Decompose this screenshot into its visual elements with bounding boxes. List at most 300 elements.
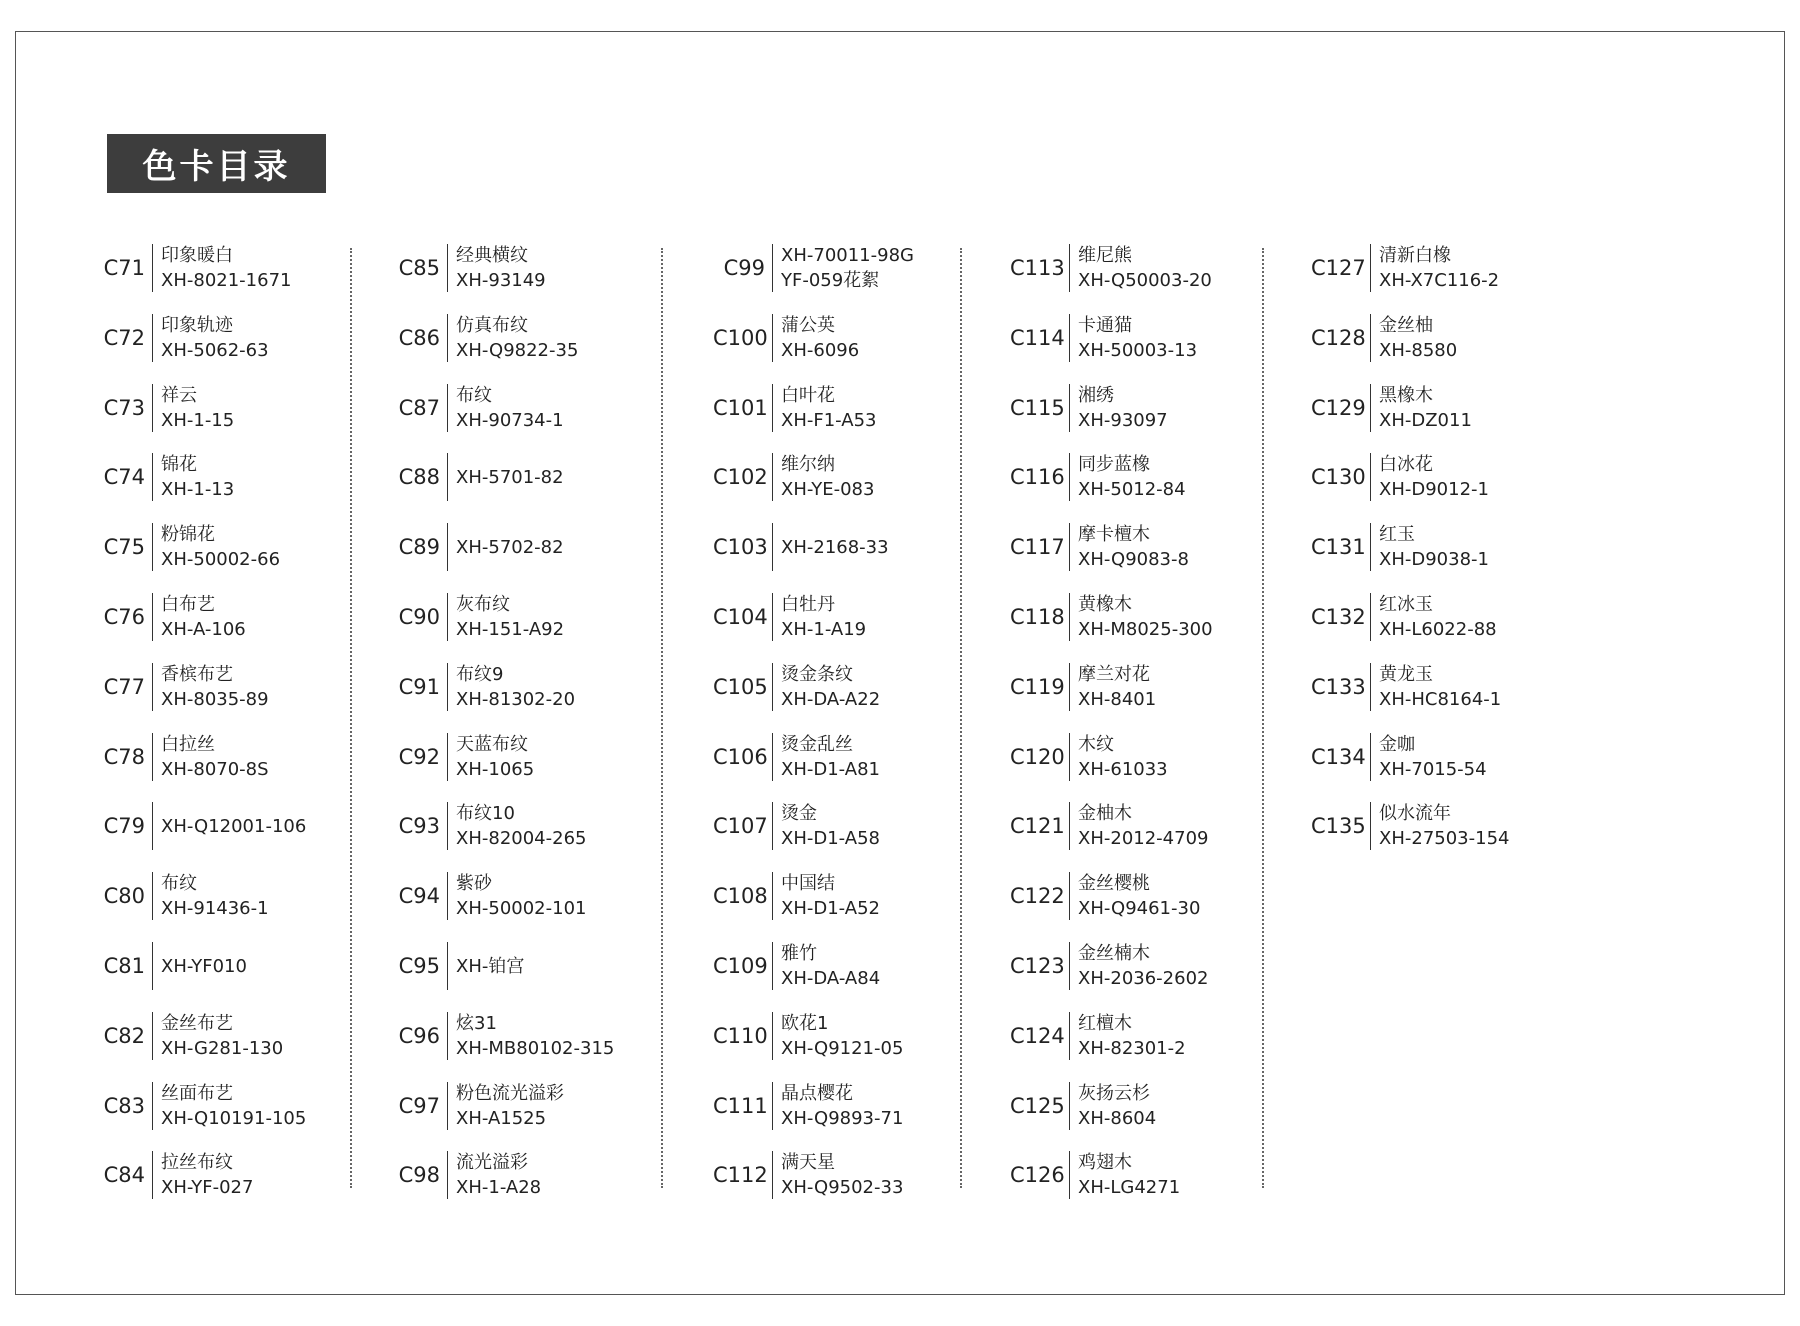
entry-info xyxy=(161,383,234,433)
entry-separator xyxy=(447,593,448,641)
entry-separator xyxy=(772,733,773,781)
catalog-entry xyxy=(101,378,234,438)
entry-model: XH-8580 xyxy=(1379,339,1458,361)
entry-info xyxy=(161,592,246,642)
entry-code: C103 xyxy=(713,535,768,560)
entry-model: XH-MB80102-315 xyxy=(456,1037,615,1059)
catalog-entry xyxy=(396,1145,541,1205)
entry-separator xyxy=(772,1012,773,1060)
entry-name: 满天星 xyxy=(781,1152,835,1174)
entry-model: XH-Q9822-35 xyxy=(456,339,579,361)
entry-separator xyxy=(1370,802,1371,850)
entry-separator xyxy=(772,942,773,990)
catalog-entry xyxy=(396,657,575,717)
column-divider xyxy=(960,248,962,1188)
entry-code: C106 xyxy=(713,744,768,769)
catalog-entry xyxy=(713,1145,903,1205)
entry-separator xyxy=(447,733,448,781)
entry-model: XH-F1-A53 xyxy=(781,409,877,431)
column-divider xyxy=(1262,248,1264,1188)
catalog-entry xyxy=(713,238,914,298)
entry-info xyxy=(161,522,280,572)
entry-separator xyxy=(447,453,448,501)
entry-info xyxy=(456,1011,614,1061)
entry-separator xyxy=(152,453,153,501)
catalog-entry xyxy=(101,308,269,368)
entry-info xyxy=(781,313,859,363)
entry-info xyxy=(1078,801,1208,851)
entry-model: XH-LG4271 xyxy=(1078,1177,1181,1199)
entry-separator xyxy=(152,384,153,432)
entry-code: C129 xyxy=(1311,395,1366,420)
entry-name: 金咖 xyxy=(1379,733,1415,755)
entry-name: 似水流年 xyxy=(1379,803,1451,825)
entry-info xyxy=(1078,941,1208,991)
entry-code: C98 xyxy=(398,1163,440,1188)
entry-model: XH-YE-083 xyxy=(781,479,875,501)
entry-model: XH-2168-33 xyxy=(781,536,889,558)
entry-info xyxy=(161,954,247,979)
entry-name: 布纹 xyxy=(456,384,492,406)
entry-model: XH-M8025-300 xyxy=(1078,619,1213,640)
entry-code: C88 xyxy=(398,465,440,490)
entry-name: 维尼熊 xyxy=(1078,245,1132,266)
entry-code: C100 xyxy=(713,325,768,350)
entry-name: 摩卡檀木 xyxy=(1078,524,1150,546)
entry-model: XH-1-13 xyxy=(161,479,235,501)
entry-separator xyxy=(772,384,773,432)
catalog-entry xyxy=(713,447,874,507)
entry-info xyxy=(781,1081,903,1131)
entry-name: 印象暖白 xyxy=(161,245,233,266)
entry-code: C105 xyxy=(713,674,768,699)
entry-code: C131 xyxy=(1311,535,1366,560)
catalog-entry xyxy=(1311,517,1489,577)
entry-model: XH-YF010 xyxy=(161,955,247,977)
entry-separator xyxy=(1370,314,1371,362)
entry-name: 炫31 xyxy=(456,1012,497,1034)
entry-name: 锦花 xyxy=(161,454,197,476)
entry-info xyxy=(456,243,546,293)
entry-name: 香槟布艺 xyxy=(161,663,233,685)
catalog-entry xyxy=(396,727,534,787)
catalog-entry xyxy=(396,866,586,926)
catalog-entry xyxy=(101,866,269,926)
catalog-entry xyxy=(1311,657,1501,717)
entry-code: C104 xyxy=(713,605,768,629)
catalog-entry xyxy=(1010,796,1208,856)
entry-info xyxy=(456,592,564,642)
entry-model: XH-A-106 xyxy=(161,619,246,640)
catalog-entry xyxy=(396,447,564,507)
catalog-entry xyxy=(1010,727,1168,787)
entry-model: XH-X7C116-2 xyxy=(1379,270,1500,291)
entry-separator xyxy=(772,523,773,571)
catalog-entry xyxy=(396,936,524,996)
entry-code: C135 xyxy=(1311,814,1366,839)
catalog-entry xyxy=(1311,378,1472,438)
entry-code: C96 xyxy=(398,1023,440,1048)
entry-name: 经典横纹 xyxy=(456,245,528,266)
entry-model: XH-8070-8S xyxy=(161,758,269,780)
entry-code: C85 xyxy=(398,256,440,280)
entry-code: C79 xyxy=(103,814,145,839)
catalog-entry xyxy=(713,587,866,647)
entry-code: C124 xyxy=(1010,1023,1065,1048)
entry-separator xyxy=(447,1151,448,1199)
entry-code: C109 xyxy=(713,954,768,978)
entry-name: 雅竹 xyxy=(781,943,817,964)
entry-model: XH-90734-1 xyxy=(456,409,564,431)
entry-info xyxy=(1379,592,1497,642)
entry-model: XH-8604 xyxy=(1078,1107,1157,1129)
entry-separator xyxy=(152,663,153,711)
entry-code: C94 xyxy=(398,884,440,909)
entry-model: XH-DA-A84 xyxy=(781,968,881,989)
entry-info xyxy=(161,732,269,782)
entry-code: C107 xyxy=(713,814,768,839)
entry-name: 维尔纳 xyxy=(781,454,835,476)
entry-code: C102 xyxy=(713,465,768,490)
entry-separator xyxy=(1370,453,1371,501)
catalog-entry xyxy=(396,1076,564,1136)
entry-name: 拉丝布纹 xyxy=(161,1152,233,1174)
catalog-entry xyxy=(713,727,880,787)
entry-code: C90 xyxy=(398,605,440,629)
entry-name: 布纹 xyxy=(161,873,197,895)
entry-model: XH-5701-82 xyxy=(456,466,564,488)
catalog-entry xyxy=(101,727,269,787)
entry-code: C134 xyxy=(1311,744,1366,769)
entry-info xyxy=(1078,1081,1156,1131)
entry-separator xyxy=(152,1151,153,1199)
catalog-entry xyxy=(101,936,247,996)
entry-code: C121 xyxy=(1010,814,1065,839)
entry-name: 烫金条纹 xyxy=(781,663,853,685)
entry-info xyxy=(161,313,269,363)
entry-info xyxy=(1078,871,1200,921)
entry-name: 粉色流光溢彩 xyxy=(456,1082,564,1104)
entry-model: XH-DA-A22 xyxy=(781,688,881,710)
entry-info xyxy=(1078,1150,1180,1200)
entry-info xyxy=(781,871,880,921)
entry-code: C73 xyxy=(103,395,145,420)
entry-info xyxy=(1078,383,1168,433)
entry-model: XH-82301-2 xyxy=(1078,1037,1186,1059)
entry-code: C97 xyxy=(398,1093,440,1118)
entry-info xyxy=(1078,592,1213,642)
entry-name: 金丝柚 xyxy=(1379,314,1433,336)
catalog-entry xyxy=(1010,308,1197,368)
entry-code: C75 xyxy=(103,535,145,560)
entry-name: 白叶花 xyxy=(781,384,835,406)
catalog-entry xyxy=(713,936,880,996)
entry-name: 布纹10 xyxy=(456,803,515,825)
entry-info xyxy=(456,465,564,490)
entry-separator xyxy=(1069,942,1070,990)
entry-separator xyxy=(772,802,773,850)
entry-separator xyxy=(152,244,153,292)
entry-model: XH-DZ011 xyxy=(1379,409,1472,431)
entry-model: XH-5062-63 xyxy=(161,339,269,361)
entry-separator xyxy=(1069,733,1070,781)
catalog-entry xyxy=(1311,587,1497,647)
entry-info xyxy=(161,1011,283,1061)
entry-name: 金丝樱桃 xyxy=(1078,873,1150,895)
entry-info xyxy=(781,1150,903,1200)
entry-name: 湘绣 xyxy=(1078,384,1114,406)
catalog-entry xyxy=(1311,796,1509,856)
catalog-entry xyxy=(713,517,889,577)
entry-info xyxy=(1078,522,1189,572)
entry-model: XH-50002-66 xyxy=(161,549,281,571)
entry-model: XH-铂宫 xyxy=(456,955,525,977)
entry-code: C120 xyxy=(1010,744,1065,769)
entry-name: 烫金乱丝 xyxy=(781,733,853,755)
entry-info xyxy=(1379,243,1499,293)
column-divider xyxy=(350,248,352,1188)
entry-model: XH-5012-84 xyxy=(1078,479,1186,501)
entry-name: 仿真布纹 xyxy=(456,314,528,336)
entry-separator xyxy=(447,244,448,292)
entry-info xyxy=(456,662,575,712)
entry-code: C111 xyxy=(713,1093,768,1118)
entry-separator xyxy=(1069,523,1070,571)
catalog-entry xyxy=(1311,238,1499,298)
entry-name: 金丝楠木 xyxy=(1078,943,1150,964)
entry-separator xyxy=(1069,1082,1070,1130)
entry-model: XH-Q9893-71 xyxy=(781,1107,904,1129)
entry-info xyxy=(781,732,880,782)
entry-info xyxy=(781,452,874,502)
entry-info xyxy=(781,941,880,991)
entry-separator xyxy=(1069,453,1070,501)
entry-name: 红玉 xyxy=(1379,524,1415,546)
entry-name: 烫金 xyxy=(781,803,817,825)
entry-model: XH-81302-20 xyxy=(456,688,576,710)
entry-code: C108 xyxy=(713,884,768,909)
entry-separator xyxy=(447,1012,448,1060)
entry-code: C101 xyxy=(713,395,768,420)
entry-name: 晶点樱花 xyxy=(781,1082,853,1104)
entry-model: XH-Q50003-20 xyxy=(1078,270,1212,291)
entry-separator xyxy=(1370,244,1371,292)
entry-code: C99 xyxy=(723,256,765,280)
entry-separator xyxy=(772,453,773,501)
catalog-entry xyxy=(101,657,269,717)
entry-model: XH-1-A19 xyxy=(781,619,867,640)
entry-info xyxy=(781,801,880,851)
entry-code: C71 xyxy=(103,256,145,280)
entry-model: XH-6096 xyxy=(781,339,860,361)
catalog-entry xyxy=(1010,1076,1156,1136)
entry-code: C93 xyxy=(398,814,440,839)
entry-code: C77 xyxy=(103,674,145,699)
entry-name: 中国结 xyxy=(781,873,835,895)
entry-name: 金丝布艺 xyxy=(161,1012,233,1034)
entry-code: C86 xyxy=(398,325,440,350)
entry-model: XH-8401 xyxy=(1078,688,1157,710)
entry-info xyxy=(781,383,876,433)
entry-info xyxy=(456,383,564,433)
page-title: 色卡目录 xyxy=(107,134,326,193)
entry-code: C110 xyxy=(713,1023,768,1048)
entry-separator xyxy=(152,942,153,990)
catalog-entry xyxy=(396,587,564,647)
entry-name: 清新白橡 xyxy=(1379,245,1451,266)
catalog-entry xyxy=(101,1145,253,1205)
entry-info xyxy=(456,871,586,921)
entry-code: C122 xyxy=(1010,884,1065,909)
catalog-entry xyxy=(396,238,546,298)
entry-code: C118 xyxy=(1010,605,1065,629)
entry-info xyxy=(161,1081,306,1131)
entry-code: C81 xyxy=(103,954,145,978)
entry-name: 紫砂 xyxy=(456,873,492,895)
column-divider xyxy=(661,248,663,1188)
entry-name: 天蓝布纹 xyxy=(456,733,528,755)
entry-separator xyxy=(772,1082,773,1130)
entry-info xyxy=(1379,522,1489,572)
entry-code: C116 xyxy=(1010,465,1065,490)
entry-code: C84 xyxy=(103,1163,145,1188)
entry-info xyxy=(456,535,564,560)
catalog-entry xyxy=(1010,517,1189,577)
entry-code: C130 xyxy=(1311,465,1366,490)
entry-separator xyxy=(772,663,773,711)
entry-info xyxy=(1078,732,1168,782)
entry-model: XH-1-A28 xyxy=(456,1177,542,1199)
entry-name: 流光溢彩 xyxy=(456,1152,528,1174)
entry-info xyxy=(161,452,234,502)
catalog-entry xyxy=(101,517,280,577)
entry-code: C117 xyxy=(1010,535,1065,560)
entry-info xyxy=(781,1011,903,1061)
entry-code: C119 xyxy=(1010,674,1065,699)
entry-separator xyxy=(447,802,448,850)
entry-name: XH-70011-98G xyxy=(781,245,914,266)
entry-separator xyxy=(1069,1012,1070,1060)
entry-name: 黄橡木 xyxy=(1078,594,1132,615)
entry-separator xyxy=(447,872,448,920)
catalog-entry xyxy=(713,378,876,438)
entry-code: C125 xyxy=(1010,1093,1065,1118)
entry-name: 布纹9 xyxy=(456,663,504,685)
catalog-entry xyxy=(101,796,306,856)
entry-code: C128 xyxy=(1311,325,1366,350)
entry-separator xyxy=(447,1082,448,1130)
catalog-entry xyxy=(101,238,291,298)
entry-info xyxy=(456,1150,541,1200)
entry-code: C127 xyxy=(1311,256,1366,280)
catalog-entry xyxy=(713,1076,903,1136)
entry-name: 黄龙玉 xyxy=(1379,663,1433,685)
entry-name: 同步蓝橡 xyxy=(1078,454,1150,476)
entry-separator xyxy=(1069,244,1070,292)
catalog-entry xyxy=(1010,378,1168,438)
entry-model: YF-059花絮 xyxy=(781,270,880,291)
entry-info xyxy=(1078,1011,1186,1061)
entry-info xyxy=(456,1081,564,1131)
entry-info xyxy=(1379,383,1472,433)
entry-model: XH-50003-13 xyxy=(1078,339,1198,361)
entry-name: 白布艺 xyxy=(161,594,215,615)
catalog-entry xyxy=(396,308,578,368)
entry-info xyxy=(161,1150,253,1200)
catalog-entry xyxy=(396,1006,614,1066)
entry-code: C115 xyxy=(1010,395,1065,420)
entry-model: XH-D9012-1 xyxy=(1379,479,1489,501)
entry-info xyxy=(456,732,534,782)
entry-code: C74 xyxy=(103,465,145,490)
entry-info xyxy=(161,814,306,839)
entry-name: 红檀木 xyxy=(1078,1012,1132,1034)
entry-separator xyxy=(1370,663,1371,711)
entry-model: XH-Q10191-105 xyxy=(161,1107,307,1129)
entry-code: C80 xyxy=(103,884,145,909)
entry-info xyxy=(1078,313,1197,363)
entry-separator xyxy=(1069,663,1070,711)
entry-info xyxy=(1078,662,1156,712)
entry-model: XH-1065 xyxy=(456,758,535,780)
catalog-entry xyxy=(1311,308,1457,368)
entry-info xyxy=(781,592,866,642)
entry-separator xyxy=(772,872,773,920)
entry-model: XH-82004-265 xyxy=(456,828,587,850)
entry-name: 欧花1 xyxy=(781,1012,829,1034)
entry-code: C114 xyxy=(1010,325,1065,350)
entry-model: XH-Q9502-33 xyxy=(781,1177,904,1199)
entry-model: XH-2012-4709 xyxy=(1078,828,1209,850)
catalog-entry xyxy=(101,1006,283,1066)
catalog-entry xyxy=(713,308,859,368)
catalog-entry xyxy=(396,796,586,856)
entry-separator xyxy=(152,1012,153,1060)
entry-separator xyxy=(1069,384,1070,432)
entry-separator xyxy=(772,593,773,641)
entry-separator xyxy=(152,523,153,571)
entry-name: 卡通猫 xyxy=(1078,314,1132,336)
entry-name: 粉锦花 xyxy=(161,524,215,546)
entry-separator xyxy=(772,244,773,292)
entry-info xyxy=(456,954,524,979)
entry-code: C113 xyxy=(1010,256,1065,280)
catalog-entry xyxy=(101,587,246,647)
entry-separator xyxy=(772,314,773,362)
entry-separator xyxy=(447,384,448,432)
entry-info xyxy=(1379,313,1457,363)
entry-info xyxy=(1379,801,1509,851)
entry-code: C133 xyxy=(1311,674,1366,699)
entry-model: XH-L6022-88 xyxy=(1379,619,1497,640)
entry-model: XH-93097 xyxy=(1078,409,1168,431)
entry-name: 白冰花 xyxy=(1379,454,1433,476)
entry-separator xyxy=(1069,1151,1070,1199)
entry-model: XH-50002-101 xyxy=(456,898,587,920)
entry-code: C112 xyxy=(713,1163,768,1188)
entry-separator xyxy=(152,872,153,920)
entry-code: C78 xyxy=(103,744,145,769)
entry-code: C92 xyxy=(398,744,440,769)
entry-info xyxy=(1078,243,1212,293)
entry-code: C132 xyxy=(1311,605,1366,629)
entry-name: 红冰玉 xyxy=(1379,594,1433,615)
entry-name: 摩兰对花 xyxy=(1078,663,1150,685)
catalog-entry xyxy=(1010,866,1200,926)
entry-code: C95 xyxy=(398,954,440,978)
entry-name: 金柚木 xyxy=(1078,803,1132,825)
entry-model: XH-5702-82 xyxy=(456,536,564,558)
